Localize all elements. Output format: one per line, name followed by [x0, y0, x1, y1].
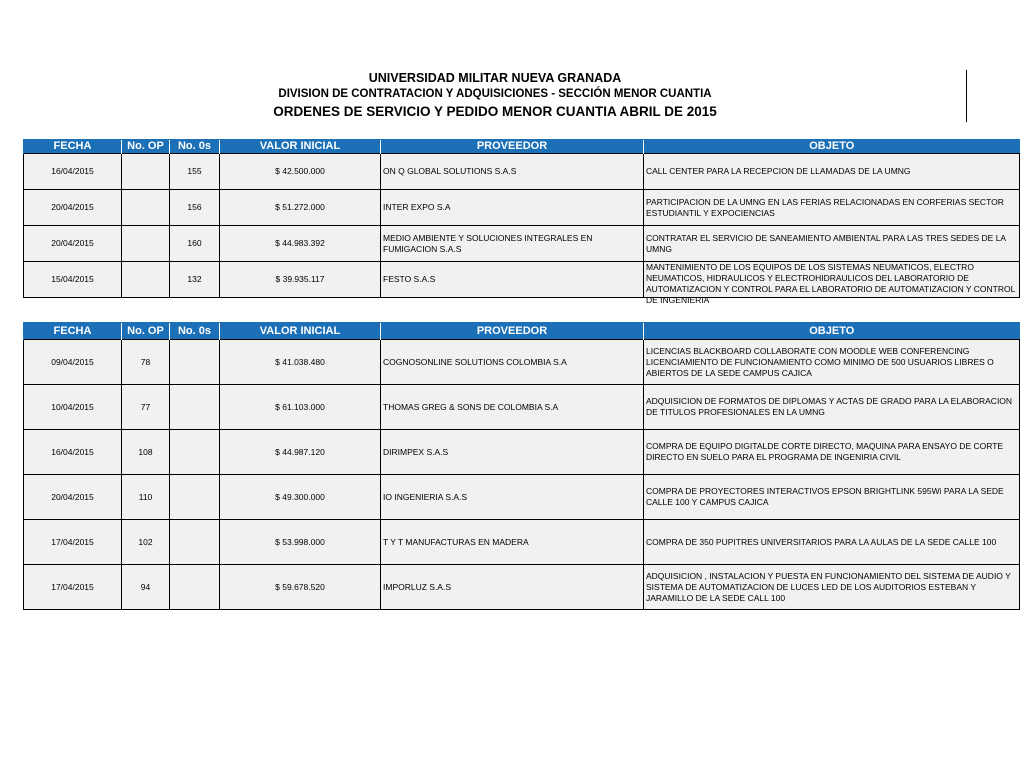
cell-no-os — [170, 340, 220, 385]
table-row — [24, 385, 1020, 430]
col-header-proveedor: PROVEEDOR — [381, 140, 644, 154]
table-row — [24, 475, 1020, 520]
cell-valor: $ 59.678.520 — [220, 565, 381, 610]
cell-no-os — [170, 430, 220, 475]
table-row — [24, 340, 1020, 385]
cell-objeto: COMPRA DE EQUIPO DIGITALDE CORTE DIRECTO, MAQUINA PARA ENSAYO DE CORTE DIRECTO EN SUELO PARA EL PROGRAMA DE INGENIRIA CIVIL — [644, 430, 1020, 475]
cell-fecha: 15/04/2015 — [24, 262, 122, 298]
cell-no-op: 77 — [122, 385, 170, 430]
col-header-no-os: No. 0s — [170, 323, 220, 340]
cell-valor: $ 51.272.000 — [220, 190, 381, 226]
service-orders-table — [23, 139, 1020, 305]
cell-no-os: 155 — [170, 154, 220, 190]
table-row — [24, 520, 1020, 565]
cell-proveedor: FESTO S.A.S — [381, 262, 644, 298]
table-row — [24, 430, 1020, 475]
cell-no-os — [170, 520, 220, 565]
cell-valor: $ 49.300.000 — [220, 475, 381, 520]
col-header-valor: VALOR INICIAL — [220, 140, 381, 154]
cell-fecha: 17/04/2015 — [24, 520, 122, 565]
table-row — [24, 226, 1020, 262]
cell-no-os — [170, 385, 220, 430]
cell-fecha: 20/04/2015 — [24, 190, 122, 226]
cell-fecha: 16/04/2015 — [24, 154, 122, 190]
cell-valor: $ 53.998.000 — [220, 520, 381, 565]
col-header-fecha: FECHA — [24, 140, 122, 154]
cell-no-op — [122, 262, 170, 298]
cell-no-os: 156 — [170, 190, 220, 226]
cell-valor: $ 41.038.480 — [220, 340, 381, 385]
col-header-fecha: FECHA — [24, 323, 122, 340]
cell-no-os: 160 — [170, 226, 220, 262]
cell-objeto: MANTENIMIENTO DE LOS EQUIPOS DE LOS SISTEMAS NEUMATICOS, ELECTRO NEUMATICOS, HIDRAULICOS Y ELECTROHIDRAULICOS DEL LABORATORIO DE AUTOMATIZACION Y CONTROL PARA EL LABORATORIO DE AUTOMATIZACION Y CONTROL DE INGENIERIA — [644, 262, 1020, 298]
cell-proveedor: IO INGENIERIA S.A.S — [381, 475, 644, 520]
cell-objeto: ADQUISICION DE FORMATOS DE DIPLOMAS Y ACTAS DE GRADO PARA LA ELABORACION DE TITULOS PROFESIONALES EN LA UMNG — [644, 385, 1020, 430]
col-header-no-op: No. OP — [122, 323, 170, 340]
cell-objeto: COMPRA DE PROYECTORES INTERACTIVOS EPSON BRIGHTLINK 595Wi PARA LA SEDE CALLE 100 Y CAMPUS CAJICA — [644, 475, 1020, 520]
cell-no-op: 108 — [122, 430, 170, 475]
cell-objeto: CONTRATAR EL SERVICIO DE SANEAMIENTO AMBIENTAL PARA LAS TRES SEDES DE LA UMNG — [644, 226, 1020, 262]
purchase-orders-table — [23, 322, 1020, 610]
table-header-row — [24, 323, 1020, 340]
cell-no-op: 102 — [122, 520, 170, 565]
cell-objeto: ADQUISICION , INSTALACION Y PUESTA EN FUNCIONAMIENTO DEL SISTEMA DE AUDIO Y SISTEMA DE AUTOMATIZACION DE LUCES LED DE LOS AUDITORIOS ESTEBAN Y JARAMILLO DE LA SEDE CALL 100 — [644, 565, 1020, 610]
cell-no-op — [122, 154, 170, 190]
table-row — [24, 154, 1020, 190]
col-header-no-os: No. 0s — [170, 140, 220, 154]
cell-proveedor: ON Q GLOBAL SOLUTIONS S.A.S — [381, 154, 644, 190]
cell-objeto: CALL CENTER PARA LA RECEPCION DE LLAMADAS DE LA UMNG — [644, 154, 1020, 190]
col-header-objeto: OBJETO — [644, 323, 1020, 340]
cell-fecha: 09/04/2015 — [24, 340, 122, 385]
col-header-proveedor: PROVEEDOR — [381, 323, 644, 340]
cell-no-op: 94 — [122, 565, 170, 610]
cell-objeto: LICENCIAS BLACKBOARD COLLABORATE CON MOODLE WEB CONFERENCING LICENCIAMIENTO DE FUNCIONAMIENTO COMO MINIMO DE 500 USUARIOS LIBRES O ABIERTOS DE LA SEDE CAMPUS CAJICA — [644, 340, 1020, 385]
col-header-no-op: No. OP — [122, 140, 170, 154]
cell-valor: $ 39.935.117 — [220, 262, 381, 298]
cell-valor: $ 61.103.000 — [220, 385, 381, 430]
col-header-objeto: OBJETO — [644, 140, 1020, 154]
cell-valor: $ 44.987.120 — [220, 430, 381, 475]
cell-no-os: 132 — [170, 262, 220, 298]
cell-proveedor: INTER EXPO S.A — [381, 190, 644, 226]
table-row — [24, 190, 1020, 226]
table-row — [24, 565, 1020, 610]
cell-valor: $ 44.983.392 — [220, 226, 381, 262]
cell-proveedor: T Y T MANUFACTURAS EN MADERA — [381, 520, 644, 565]
cell-proveedor: IMPORLUZ S.A.S — [381, 565, 644, 610]
university-name: UNIVERSIDAD MILITAR NUEVA GRANADA — [368, 71, 622, 85]
col-header-valor: VALOR INICIAL — [220, 323, 381, 340]
cell-no-op: 110 — [122, 475, 170, 520]
cell-fecha: 17/04/2015 — [24, 565, 122, 610]
cell-fecha: 20/04/2015 — [24, 226, 122, 262]
cell-fecha: 16/04/2015 — [24, 430, 122, 475]
cell-proveedor: DIRIMPEX S.A.S — [381, 430, 644, 475]
table-header-row — [24, 140, 1020, 154]
division-name: DIVISION DE CONTRATACION Y ADQUISICIONES - SECCIÓN MENOR CUANTIA — [278, 88, 712, 100]
cell-no-op — [122, 226, 170, 262]
cell-proveedor: THOMAS GREG & SONS DE COLOMBIA S.A — [381, 385, 644, 430]
cell-no-os — [170, 475, 220, 520]
cell-fecha: 10/04/2015 — [24, 385, 122, 430]
document-header — [0, 70, 990, 122]
cell-proveedor: COGNOSONLINE SOLUTIONS COLOMBIA S.A — [381, 340, 644, 385]
cell-objeto: PARTICIPACION DE LA UMNG EN LAS FERIAS RELACIONADAS EN CORFERIAS SECTOR ESTUDIANTIL Y EXPOCIENCIAS — [644, 190, 1020, 226]
cell-proveedor: MEDIO AMBIENTE Y SOLUCIONES INTEGRALES EN FUMIGACION S.A.S — [381, 226, 644, 262]
cell-no-os — [170, 565, 220, 610]
table-row — [24, 262, 1020, 298]
document-title: ORDENES DE SERVICIO Y PEDIDO MENOR CUANTIA ABRIL DE 2015 — [273, 104, 717, 119]
cell-objeto: COMPRA DE 350 PUPITRES UNIVERSITARIOS PARA LA AULAS DE LA SEDE CALLE 100 — [644, 520, 1020, 565]
cell-fecha: 20/04/2015 — [24, 475, 122, 520]
cell-valor: $ 42.500.000 — [220, 154, 381, 190]
cell-no-op — [122, 190, 170, 226]
cell-no-op: 78 — [122, 340, 170, 385]
